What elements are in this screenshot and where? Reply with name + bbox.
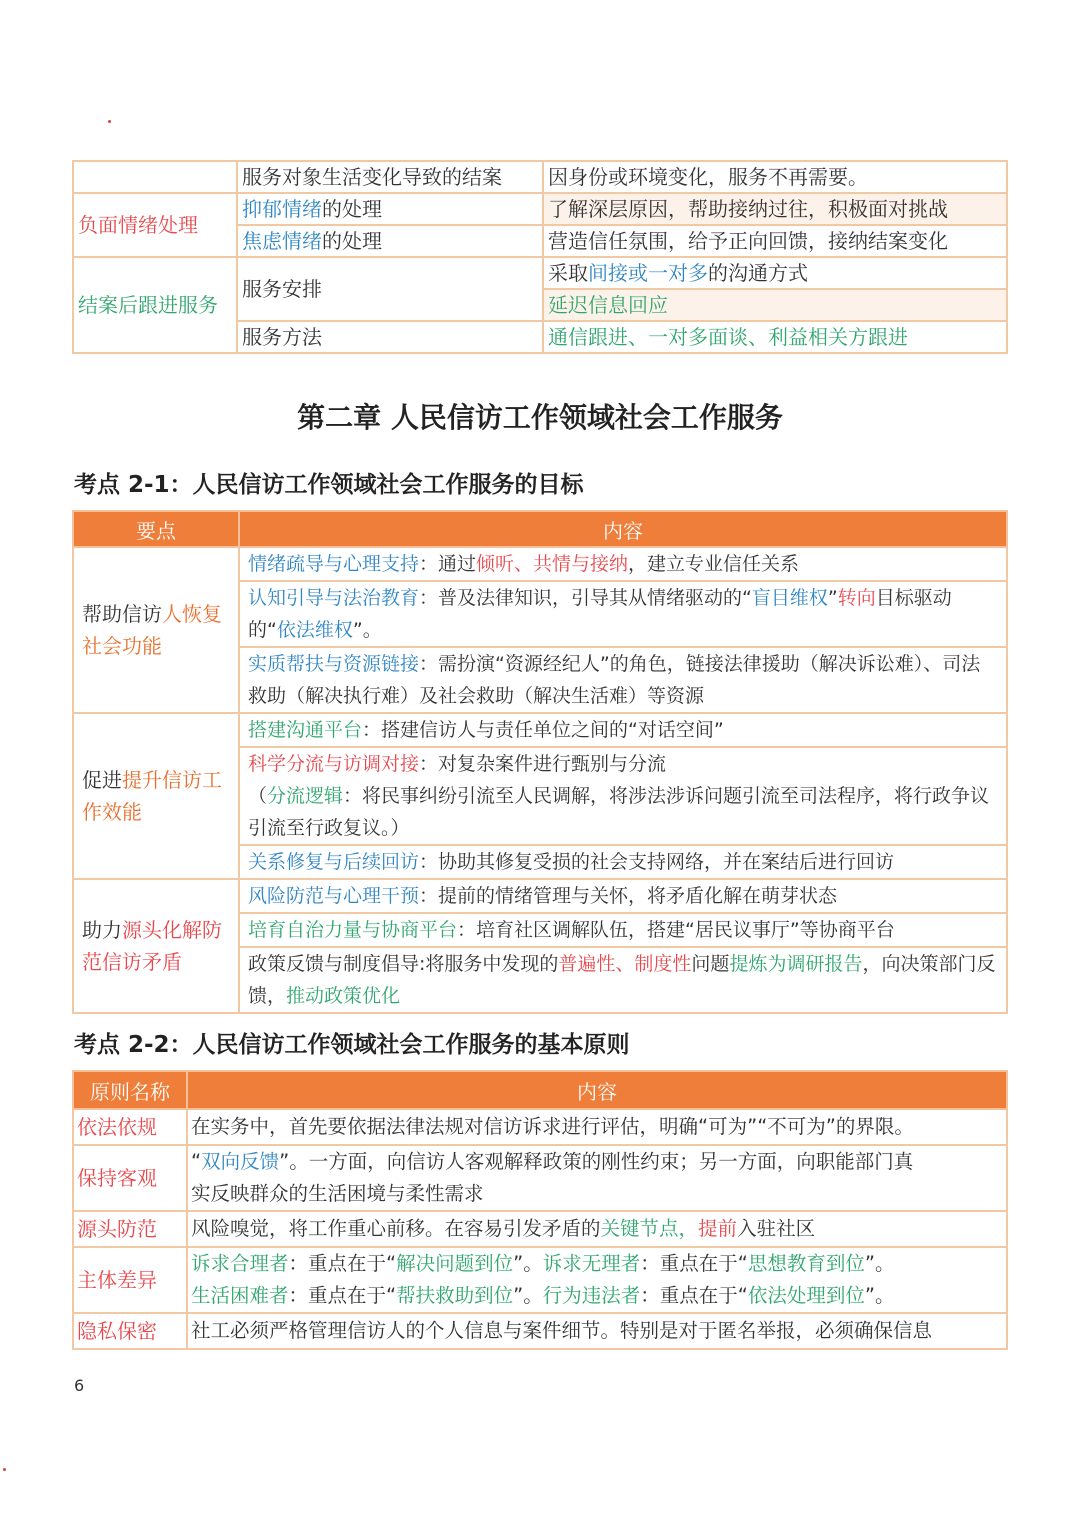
case-closure-table xyxy=(72,160,1008,354)
table-row: 隐私保密 社工必须严格管理信访人的个人信息与案件细节。特别是对于匿名举报，必须确保信息 xyxy=(73,1313,1007,1349)
section-title-2-1: 考点 2-1：人民信访工作领域社会工作服务的目标 xyxy=(74,472,584,498)
page-number: 6 xyxy=(74,1376,85,1395)
column-header: 原则名称 xyxy=(73,1071,187,1109)
table-row: 保持客观 “双向反馈”。一方面，向信访人客观解释政策的刚性约束；另一方面，向职能部门真 实反映群众的生活困境与柔性需求 xyxy=(73,1145,1007,1211)
table-row: 服务方法 通信跟进、一对多面谈、利益相关方跟进 xyxy=(73,321,1007,353)
column-header: 内容 xyxy=(239,511,1007,547)
row-key: 保持客观 xyxy=(73,1145,187,1211)
table-row: 帮助信访人恢复社会功能 情绪疏导与心理支持：通过倾听、共情与接纳，建立专业信任关系 xyxy=(73,547,1007,581)
table-row: 实质帮扶与资源链接：需扮演“资源经纪人”的角色，链接法律援助（解决诉讼难）、司法救助（解决执行难）及社会救助（解决生活难）等资源 xyxy=(73,647,1007,713)
row-key: 隐私保密 xyxy=(73,1313,187,1349)
row-key: 结案后跟进服务 xyxy=(73,257,237,353)
table-row: 负面情绪处理 抑郁情绪的处理 了解深层原因，帮助接纳过往，积极面对挑战 xyxy=(73,193,1007,225)
table-row: 助力源头化解防范信访矛盾 风险防范与心理干预：提前的情绪管理与关怀，将矛盾化解在萌芽状态 xyxy=(73,879,1007,913)
table-row: 延迟信息回应 xyxy=(73,289,1007,321)
goals-table xyxy=(72,510,1008,1014)
table-row: 关系修复与后续回访：协助其修复受损的社会支持网络，并在案结后进行回访 xyxy=(73,845,1007,879)
row-key: 促进提升信访工作效能 xyxy=(73,713,239,879)
column-header: 要点 xyxy=(73,511,239,547)
table-row: 源头防范 风险嗅觉，将工作重心前移。在容易引发矛盾的关键节点，提前入驻社区 xyxy=(73,1211,1007,1247)
table-header-row xyxy=(73,1071,1007,1109)
row-key: 助力源头化解防范信访矛盾 xyxy=(73,879,239,1013)
row-key: 主体差异 xyxy=(73,1247,187,1313)
table-row: 政策反馈与制度倡导:将服务中发现的普遍性、制度性问题提炼为调研报告，向决策部门反馈，推动政策优化 xyxy=(73,947,1007,1013)
table-row: 促进提升信访工作效能 搭建沟通平台：搭建信访人与责任单位之间的“对话空间” xyxy=(73,713,1007,747)
table-row: 认知引导与法治教育：普及法律知识，引导其从情绪驱动的“盲目维权”转向目标驱动的“依法维权”。 xyxy=(73,581,1007,647)
row-key: 依法依规 xyxy=(73,1109,187,1145)
column-header: 内容 xyxy=(187,1071,1007,1109)
decorative-dot xyxy=(3,1468,6,1471)
section-title-2-2: 考点 2-2：人民信访工作领域社会工作服务的基本原则 xyxy=(74,1032,630,1058)
table-row: 科学分流与访调对接：对复杂案件进行甄别与分流 （分流逻辑：将民事纠纷引流至人民调解，将涉法涉诉问题引流至司法程序，将行政争议引流至行政复议。） xyxy=(73,747,1007,845)
row-key: 帮助信访人恢复社会功能 xyxy=(73,547,239,713)
chapter-title: 第二章 人民信访工作领域社会工作服务 xyxy=(297,401,783,434)
table-row: 主体差异 诉求合理者：重点在于“解决问题到位”。诉求无理者：重点在于“思想教育到位”。 生活困难者：重点在于“帮扶救助到位”。行为违法者：重点在于“依法处理到位”。 xyxy=(73,1247,1007,1313)
decorative-dot xyxy=(108,120,111,123)
principles-table xyxy=(72,1070,1008,1350)
row-key: 负面情绪处理 xyxy=(73,193,237,257)
table-row: 服务对象生活变化导致的结案 因身份或环境变化，服务不再需要。 xyxy=(73,161,1007,193)
table-row: 焦虑情绪的处理 营造信任氛围，给予正向回馈，接纳结案变化 xyxy=(73,225,1007,257)
table-row: 依法依规 在实务中，首先要依据法律法规对信访诉求进行评估，明确“可为”“不可为”的界限。 xyxy=(73,1109,1007,1145)
row-key: 源头防范 xyxy=(73,1211,187,1247)
table-row: 培育自治力量与协商平台：培育社区调解队伍，搭建“居民议事厅”等协商平台 xyxy=(73,913,1007,947)
table-row: 结案后跟进服务 服务安排 采取间接或一对多的沟通方式 xyxy=(73,257,1007,289)
table-header-row xyxy=(73,511,1007,547)
